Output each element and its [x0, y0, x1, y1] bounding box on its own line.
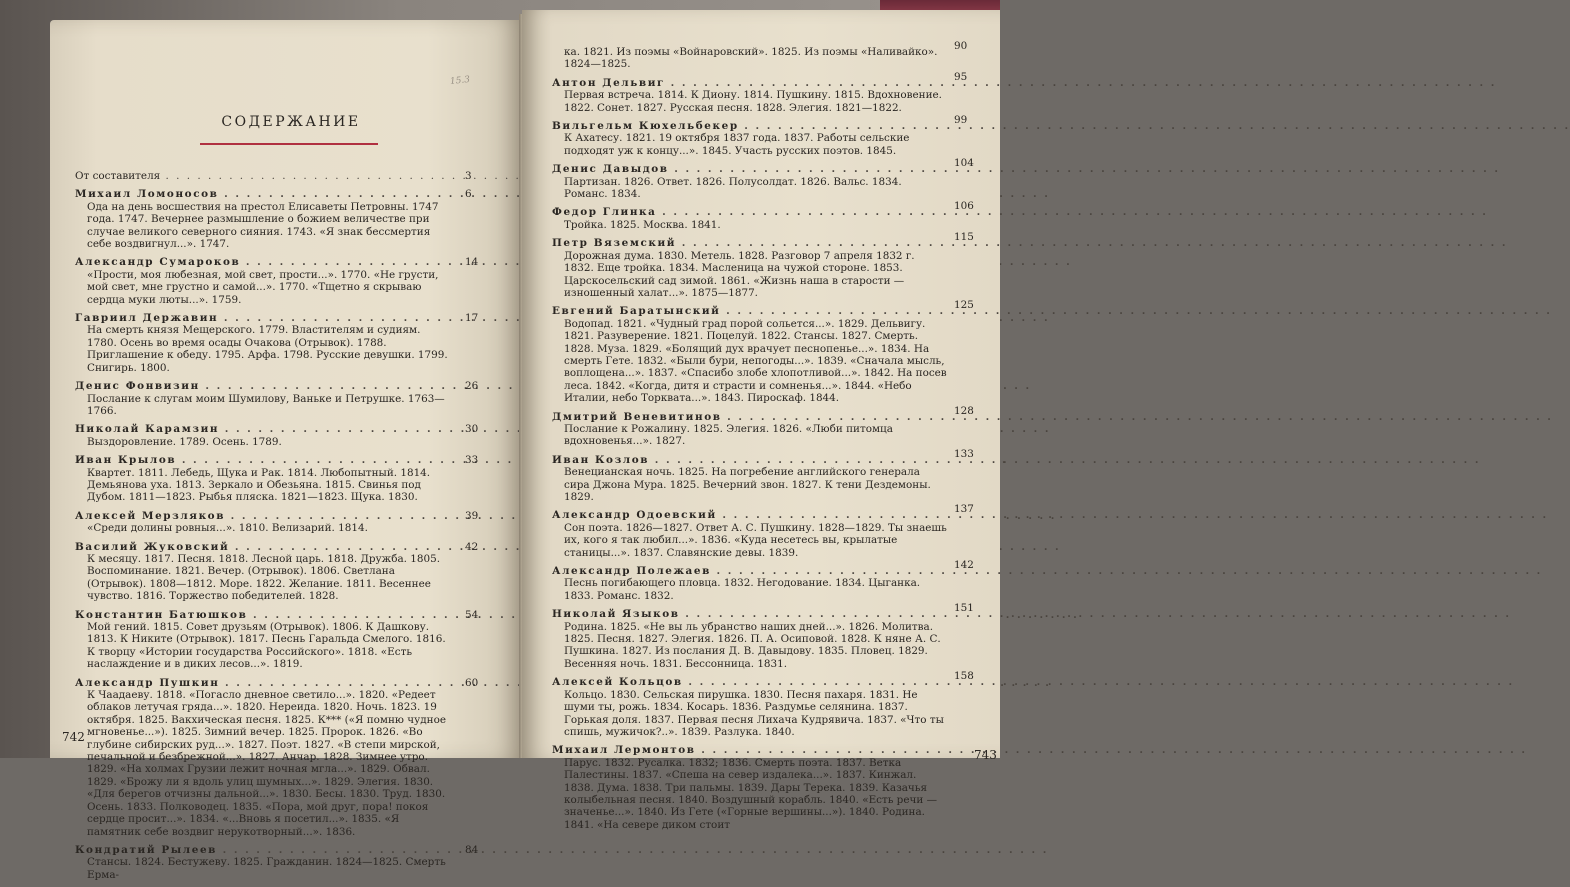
toc-works: Тройка. 1825. Москва. 1841.	[564, 218, 721, 231]
toc-page-number: 133	[954, 447, 974, 460]
toc-author: Алексей Мерзляков . . .	[75, 510, 450, 522]
toc-entry[interactable]	[552, 231, 974, 299]
toc-page-number: 54	[465, 608, 479, 621]
toc-entry[interactable]	[75, 540, 479, 603]
toc-author: Петр Вяземский . . .	[552, 237, 947, 249]
toc-page-number: 128	[954, 404, 974, 417]
toc-works: Партизан. 1826. Ответ. 1826. Полусолдат. 1826. Вальс. 1834. Романс. 1834.	[564, 175, 902, 201]
toc-author: Александр Полежаев . . .	[552, 565, 947, 577]
toc-works: Стансы. 1824. Бестужеву. 1825. Гражданин. 1824—1825. Смерть Ерма-	[87, 856, 446, 881]
toc-page-number: 90	[954, 40, 968, 52]
page-number-left: 742	[62, 730, 85, 744]
toc-author: Александр Пушкин . . .	[75, 677, 450, 689]
toc-entry[interactable]	[552, 602, 974, 670]
toc-works: Песнь погибающего пловца. 1832. Негодование. 1834. Цыганка. 1833. Романс. 1832.	[564, 577, 921, 602]
toc-entry[interactable]	[75, 843, 479, 881]
toc-works: К Ахатесу. 1821. 19 октября 1837 года. 1837. Работы сельские подходят уж к концу...». 1845. Участь русских поэтов. 1845.	[564, 132, 910, 157]
toc-entry[interactable]	[552, 447, 974, 504]
toc-entry[interactable]	[552, 70, 968, 114]
toc-works: К месяцу. 1817. Песня. 1818. Лесной царь. 1818. Дружба. 1805. Воспоминание. 1821. Вечер. (Отрывок). 1806. Светлана (Отрывок). 1808—1812. Море. 1822. Желание. 1811. Весеннее чувство. 1816. Торжество победителей. 1828.	[87, 552, 441, 603]
toc-works: ка. 1821. Из поэмы «Войнаровский». 1825. Из поэмы «Наливайко». 1824—1825.	[564, 46, 938, 71]
toc-page-number: 30	[465, 423, 479, 436]
toc-page-number: 6	[465, 188, 472, 201]
toc-page-number: 115	[954, 231, 974, 244]
toc-page-number: 142	[954, 559, 974, 572]
toc-works: Ода на день восшествия на престол Елисаветы Петровны. 1747 года. 1747. Вечернее размышление о божием величестве при случае великого северного сияния. 1743. «Я знак бессмертия себе воздвигнул...». 1747.	[87, 200, 439, 251]
toc-works: Дорожная дума. 1830. Метель. 1828. Разговор 7 апреля 1832 г. 1832. Еще тройка. 1834. Масленица на чужой стороне. 1853. Царскосельский сад зимой. 1861. «Жизнь наша в старости — изношенный халат...». 1875—1877.	[564, 249, 915, 299]
toc-entry[interactable]	[552, 157, 974, 201]
toc-works: Водопад. 1821. «Чудный град порой сольется...». 1829. Дельвигу. 1821. Разуверение. 1821. Поцелуй. 1822. Стансы. 1827. Смерть. 1828. Муза. 1829. «Болящий дух врачует песнопенье...». 1834. На смерть Гете. 1832. «Были бури, непогоды...». 1839. «Сначала мысль, воплощена...». 1837. «Спасибо злобе хлопотливой...». 1842. На посев леса. 1842. «Когда, дитя и страсти и сомненья...». 1844. «Небо Италии, небо Торквата...». 1843. Пироскаф. 1844.	[564, 317, 947, 405]
toc-author: Иван Крылов . . .	[75, 454, 450, 466]
toc-works: Парус. 1832. Русалка. 1832; 1836. Смерть поэта. 1837. Ветка Палестины. 1837. «Спеша на север издалека...». 1837. Кинжал. 1838. Дума. 1838. Три пальмы. 1839. Дары Терека. 1839. Казачья колыбельная песня. 1840. Воздушный корабль. 1840. «Есть речи — значенье...». 1840. Из Гете («Горные вершины...»). 1840. Родина. 1841. «На севере диком стоит	[564, 756, 937, 831]
toc-works: Венецианская ночь. 1825. На погребение английского генерала сира Джона Мура. 1825. Вечерний звон. 1827. К тени Дездемоны. 1829.	[564, 466, 931, 503]
toc-author: Кондратий Рылеев . . .	[75, 844, 450, 856]
toc-author: Дмитрий Веневитинов . . .	[552, 411, 947, 423]
toc-works: «Среди долины ровныя...». 1810. Велизарий. 1814.	[87, 522, 368, 535]
toc-author: Николай Карамзин . . .	[75, 423, 450, 435]
toc-works: Послание к слугам моим Шумилову, Ваньке и Петрушке. 1763—1766.	[87, 392, 445, 417]
toc-continuation[interactable]	[552, 40, 968, 71]
toc-works: Послание к Рожалину. 1825. Элегия. 1826. «Люби питомца вдохновенья...». 1827.	[564, 422, 893, 448]
toc-entry[interactable]	[552, 503, 974, 559]
toc-entry[interactable]	[75, 608, 479, 671]
toc-entry[interactable]	[552, 404, 974, 448]
toc-entry[interactable]	[552, 299, 974, 405]
toc-entry[interactable]	[75, 380, 479, 417]
toc-entry[interactable]	[75, 188, 472, 251]
toc-page-number: 17	[465, 312, 479, 325]
toc-author: Евгений Баратынский . . .	[552, 305, 947, 317]
page-number-right: 743	[974, 748, 997, 762]
toc-page-number: 137	[954, 503, 974, 516]
toc-author: Иван Козлов . . .	[552, 454, 947, 466]
toc-author: Вильгельм Кюхельбекер . . .	[552, 120, 947, 132]
toc-entry[interactable]	[552, 559, 974, 602]
toc-author: Николай Языков . . .	[552, 608, 947, 620]
toc-entry[interactable]	[75, 256, 479, 306]
toc-works: К Чаадаеву. 1818. «Погасло дневное светило...». 1820. «Редеет облаков летучая гряда...». 1820. Нереида. 1820. Ночь. 1823. 19 октября. 1825. Вакхическая песня. 1825. К*** («Я помню чудное мгновенье...»). 1825. Зимний вечер. 1825. Пророк. 1826. «Во глубине сибирских руд...». 1827. Поэт. 1827. «В степи мирской, печальной и безбрежной...». 1827. Анчар. 1828. Зимнее утро. 1829. «На холмах Грузии лежит ночная мгла...». 1829. Обвал. 1829. «Брожу ли я вдоль улиц шумных...». 1829. Элегия. 1830. «Для берегов отчизны дальной...». 1830. Бесы. 1830. Труд. 1830. Осень. 1833. Полководец. 1835. «Пора, мой друг, пора! покоя сердце просит...». 1834. «...Вновь я посетил...». 1835. «Я памятник себе воздвиг нерукотворный...». 1836.	[87, 689, 446, 838]
toc-works: Квартет. 1811. Лебедь, Щука и Рак. 1814. Любопытный. 1814. Демьянова уха. 1813. Зеркало и Обезьяна. 1815. Свинья под Дубом. 1811—1823. Рыбья пляска. 1821—1823. Щука. 1830.	[87, 466, 431, 504]
toc-page-number: 106	[954, 200, 974, 213]
toc-author: Денис Давыдов . . .	[552, 163, 947, 175]
toc-entry[interactable]	[552, 200, 974, 231]
toc-page-number: 158	[954, 670, 974, 683]
pencil-mark: 15.3	[449, 74, 471, 88]
toc-works: Мой гений. 1815. Совет друзьям (Отрывок). 1806. К Дашкову. 1813. К Никите (Отрывок). 1817. Песнь Гаральда Смелого. 1816. К творцу «Истории государства Российского». 1818. «Есть наслаждение и в диких лесов...». 1819.	[87, 621, 446, 671]
toc-entry[interactable]	[552, 670, 974, 738]
toc-page-number: 39	[465, 509, 479, 522]
toc-author: Александр Сумароков . . .	[75, 256, 450, 268]
title-divider	[200, 143, 378, 145]
toc-author: Федор Глинка . . .	[552, 206, 947, 218]
toc-works: На смерть князя Мещерского. 1779. Властителям и судиям. 1780. Осень во время осады Очакова (Отрывок). 1788. Приглашение к обеду. 1795. Арфа. 1798. Русские девушки. 1799. Снигирь. 1800.	[87, 324, 448, 374]
toc-page-number: 125	[954, 299, 974, 312]
toc-column-right	[552, 40, 974, 837]
toc-entry[interactable]	[552, 114, 968, 157]
toc-author: Василий Жуковский . . .	[75, 541, 450, 553]
toc-author: От составителя . . .	[75, 170, 450, 182]
toc-works: Сон поэта. 1826—1827. Ответ А. С. Пушкину. 1828—1829. Ты знаешь их, кого я так любил...». 1836. «Куда несетесь вы, крылатые станицы...». 1837. Славянские девы. 1839.	[564, 521, 947, 559]
left-page	[50, 20, 522, 881]
toc-page-number: 151	[954, 602, 974, 615]
toc-author: Константин Батюшков . . .	[75, 609, 450, 621]
toc-works: Родина. 1825. «Не вы ль убранство наших дней...». 1826. Молитва. 1825. Песня. 1827. Элегия. 1826. П. А. Осиповой. 1828. К няне А. С. Пушкина. 1827. Из послания Д. В. Давыдову. 1835. Пловец. 1829. Весенняя ночь. 1831. Бессонница. 1831.	[564, 620, 941, 670]
toc-author: Антон Дельвиг . . .	[552, 77, 947, 89]
toc-entry[interactable]	[75, 312, 479, 374]
toc-page-number: 104	[954, 157, 974, 170]
toc-works: «Прости, моя любезная, мой свет, прости...». 1770. «Не грусти, мой свет, мне грустно и самой...». 1770. «Тщетно я скрываю сердца муки люты...». 1759.	[87, 268, 439, 306]
toc-author: Алексей Кольцов . . .	[552, 676, 947, 688]
toc-page-number: 42	[465, 540, 479, 553]
toc-author: Гавриил Державин . . .	[75, 312, 450, 324]
toc-entry[interactable]	[75, 170, 472, 182]
toc-page-number: 60	[465, 676, 479, 689]
toc-works: Выздоровление. 1789. Осень. 1789.	[87, 435, 282, 448]
toc-author: Михаил Ломоносов . . .	[75, 188, 450, 200]
toc-author: Михаил Лермонтов . . .	[552, 744, 947, 756]
toc-column-left	[75, 170, 479, 887]
toc-entry[interactable]	[75, 676, 479, 838]
toc-page-number: 3	[465, 170, 472, 182]
toc-page-number: 99	[954, 114, 968, 127]
toc-entry[interactable]	[75, 454, 479, 504]
toc-page-number: 84	[465, 843, 479, 856]
toc-entry[interactable]	[75, 509, 479, 535]
toc-entry[interactable]	[75, 423, 479, 448]
toc-page-number: 14	[465, 256, 479, 269]
toc-page-number: 33	[465, 454, 479, 467]
toc-works: Первая встреча. 1814. К Диону. 1814. Пушкину. 1815. Вдохновение. 1822. Сонет. 1827. Русская песня. 1828. Элегия. 1821—1822.	[564, 89, 942, 114]
toc-works: Кольцо. 1830. Сельская пирушка. 1830. Песня пахаря. 1831. Не шуми ты, рожь. 1834. Косарь. 1836. Раздумье селянина. 1837. Горькая доля. 1837. Первая песня Лихача Кудрявича. 1837. «Что ты спишь, мужичок?..». 1839. Разлука. 1840.	[564, 688, 944, 738]
toc-page-number: 95	[954, 70, 968, 83]
toc-author: Денис Фонвизин . . .	[75, 380, 450, 392]
toc-entry[interactable]	[552, 744, 947, 831]
toc-author: Александр Одоевский . . .	[552, 509, 947, 521]
right-page	[522, 10, 1000, 831]
toc-page-number: 26	[465, 380, 479, 393]
page-title: СОДЕРЖАНИЕ	[221, 114, 361, 130]
